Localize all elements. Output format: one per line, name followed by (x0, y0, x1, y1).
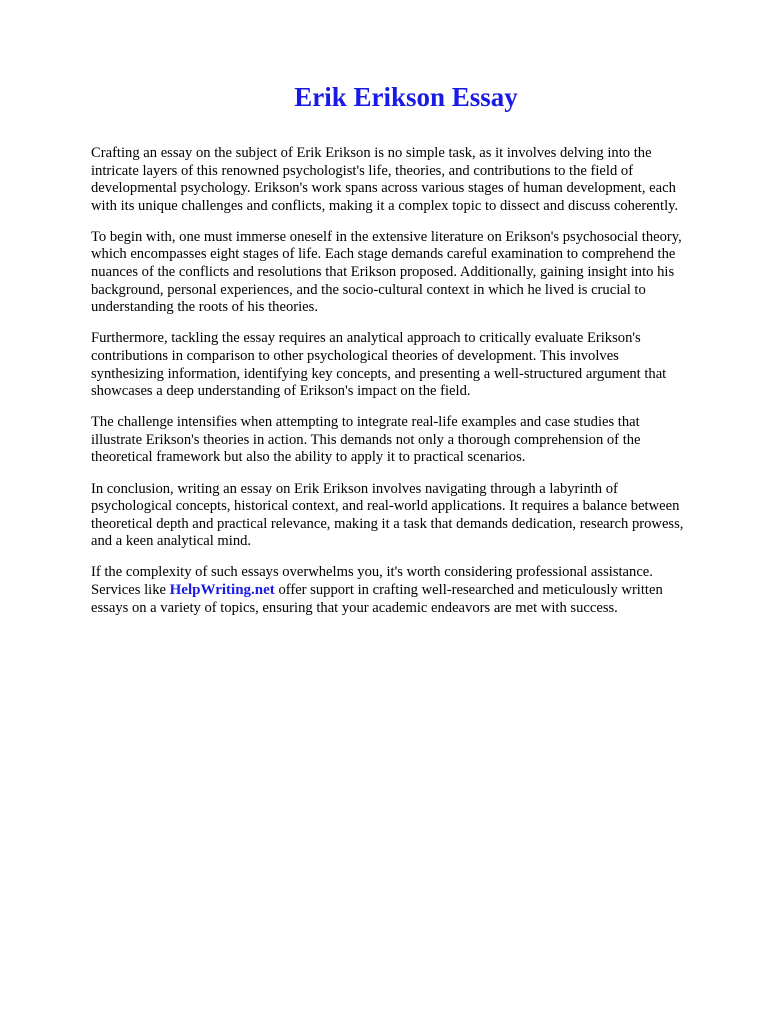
paragraph-closing (91, 564, 731, 617)
text-line: background, personal experiences, and the socio-cultural context in which he lived is crucial to (91, 281, 646, 298)
text-line-with-link (91, 582, 731, 600)
document-body (91, 145, 731, 631)
closing-text-after-link: offer support in crafting well-researched and meticulously written (278, 581, 663, 598)
text-line: showcases a deep understanding of Erikson's impact on the field. (91, 383, 471, 400)
paragraph-challenge (91, 414, 731, 467)
text-line: and a keen analytical mind. (91, 533, 252, 550)
text-line: theoretical depth and practical relevance, making it a task that demands dedication, research prowess, (91, 515, 684, 532)
text-line: Crafting an essay on the subject of Erik Erikson is no simple task, as it involves delving into the (91, 145, 652, 161)
paragraph-analysis (91, 330, 731, 400)
text-line: intricate layers of this renowned psychologist's life, theories, and contributions to the field of (91, 162, 634, 179)
text-line: theoretical framework but also the ability to apply it to practical scenarios. (91, 449, 526, 466)
text-line: psychological concepts, historical context, and real-world applications. It requires a balance between (91, 498, 680, 515)
text-line: which encompasses eight stages of life. Each stage demands careful examination to comprehend the (91, 246, 676, 263)
text-line: The challenge intensifies when attempting to integrate real-life examples and case studies that (91, 414, 640, 431)
text-line: To begin with, one must immerse oneself in the extensive literature on Erikson's psychosocial theory, (91, 228, 682, 245)
paragraph-intro (91, 145, 731, 215)
text-line: Furthermore, tackling the essay requires an analytical approach to critically evaluate Erikson's (91, 330, 641, 347)
text-line: synthesizing information, identifying key concepts, and presenting a well-structured argument that (91, 365, 667, 382)
text-line: illustrate Erikson's theories in action. This demands not only a thorough comprehension of the (91, 431, 641, 448)
text-line: In conclusion, writing an essay on Erik Erikson involves navigating through a labyrinth of (91, 480, 618, 497)
text-line: If the complexity of such essays overwhelms you, it's worth considering professional assistance. (91, 564, 653, 581)
closing-text-before-link: Services like (91, 581, 166, 598)
helpwriting-link[interactable]: HelpWriting.net (169, 581, 275, 598)
document-title: Erik Erikson Essay (294, 82, 518, 112)
text-line: contributions in comparison to other psychological theories of development. This involves (91, 347, 619, 364)
paragraph-conclusion (91, 481, 731, 551)
text-line: essays on a variety of topics, ensuring that your academic endeavors are met with success. (91, 599, 618, 616)
paragraph-begin (91, 229, 731, 317)
text-line: with its unique challenges and conflicts, making it a complex topic to dissect and discuss coherently. (91, 197, 679, 214)
text-line: developmental psychology. Erikson's work spans across various stages of human development, each (91, 180, 676, 197)
text-line: nuances of the conflicts and resolutions that Erikson proposed. Additionally, gaining insight into his (91, 264, 675, 281)
text-line: understanding the roots of his theories. (91, 299, 318, 316)
